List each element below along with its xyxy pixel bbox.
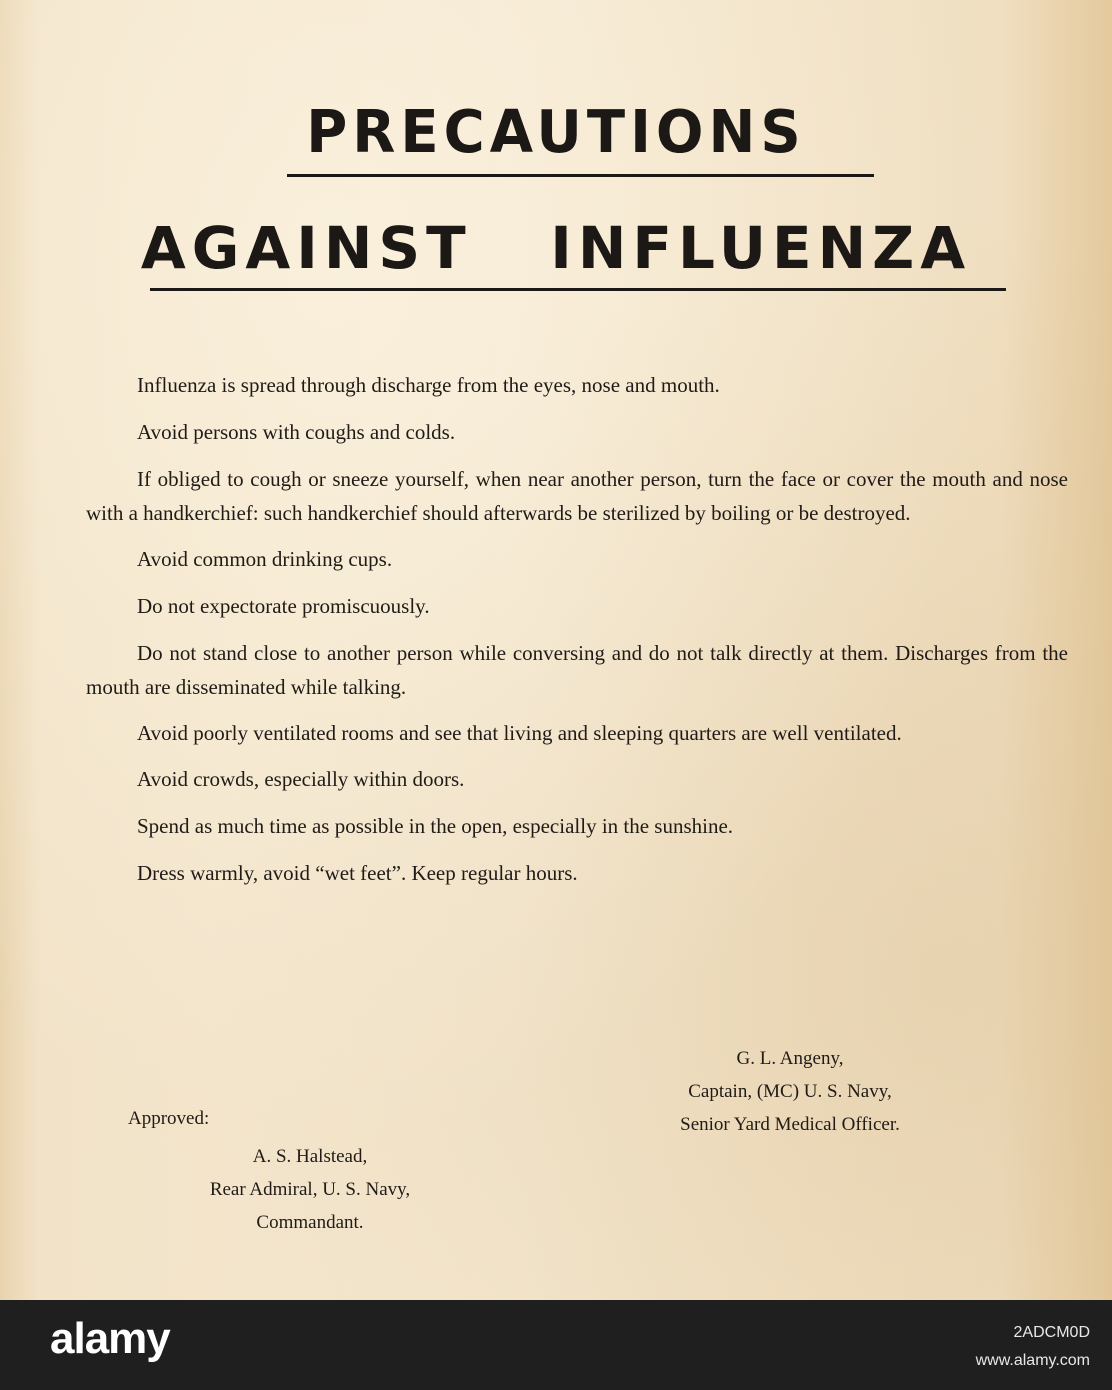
stock-photo-footer <box>0 1300 1112 1390</box>
signature-medical-officer <box>630 1042 950 1141</box>
precaution-paragraph: Do not stand close to another person while conversing and do not talk directly at them. Discharges from the mouth are disseminated while talking. <box>86 641 1068 699</box>
signature-rank: Captain, (MC) U. S. Navy, <box>688 1081 892 1102</box>
precaution-paragraph: Avoid poorly ventilated rooms and see that living and sleeping quarters are well ventilated. <box>137 721 902 745</box>
image-id: 2ADCM0D <box>1013 1324 1090 1341</box>
precaution-paragraph: If obliged to cough or sneeze yourself, when near another person, turn the face or cover the mouth and nose with a handkerchief: such handkerchief should afterwards be sterilized by boiling or be destroyed. <box>86 467 1068 525</box>
title-against-influenza: AGAINST INFLUENZA <box>140 214 972 282</box>
precaution-paragraph: Influenza is spread through discharge from the eyes, nose and mouth. <box>137 373 720 397</box>
title-underline-2 <box>150 288 1006 291</box>
title-underline-1 <box>287 174 874 177</box>
signature-name: A. S. Halstead, <box>252 1146 368 1167</box>
signature-commandant <box>150 1140 470 1239</box>
approved-label: Approved: <box>128 1108 210 1129</box>
site-url: www.alamy.com <box>975 1352 1090 1369</box>
precaution-paragraph: Avoid persons with coughs and colds. <box>137 420 456 444</box>
precaution-paragraph: Avoid common drinking cups. <box>137 547 393 571</box>
signature-name: G. L. Angeny, <box>736 1048 844 1069</box>
signature-role: Senior Yard Medical Officer. <box>680 1114 900 1135</box>
title-precautions: PRECAUTIONS <box>306 98 806 167</box>
signature-rank: Rear Admiral, U. S. Navy, <box>209 1179 411 1200</box>
precaution-paragraph: Spend as much time as possible in the open, especially in the sunshine. <box>137 814 734 838</box>
precaution-paragraph: Avoid crowds, especially within doors. <box>137 767 465 791</box>
signature-role: Commandant. <box>256 1212 364 1233</box>
precaution-paragraph: Do not expectorate promiscuously. <box>137 594 430 618</box>
precautions-list <box>86 368 1068 903</box>
alamy-logo: alamy <box>50 1314 170 1363</box>
precaution-paragraph: Dress warmly, avoid “wet feet”. Keep regular hours. <box>137 861 578 885</box>
